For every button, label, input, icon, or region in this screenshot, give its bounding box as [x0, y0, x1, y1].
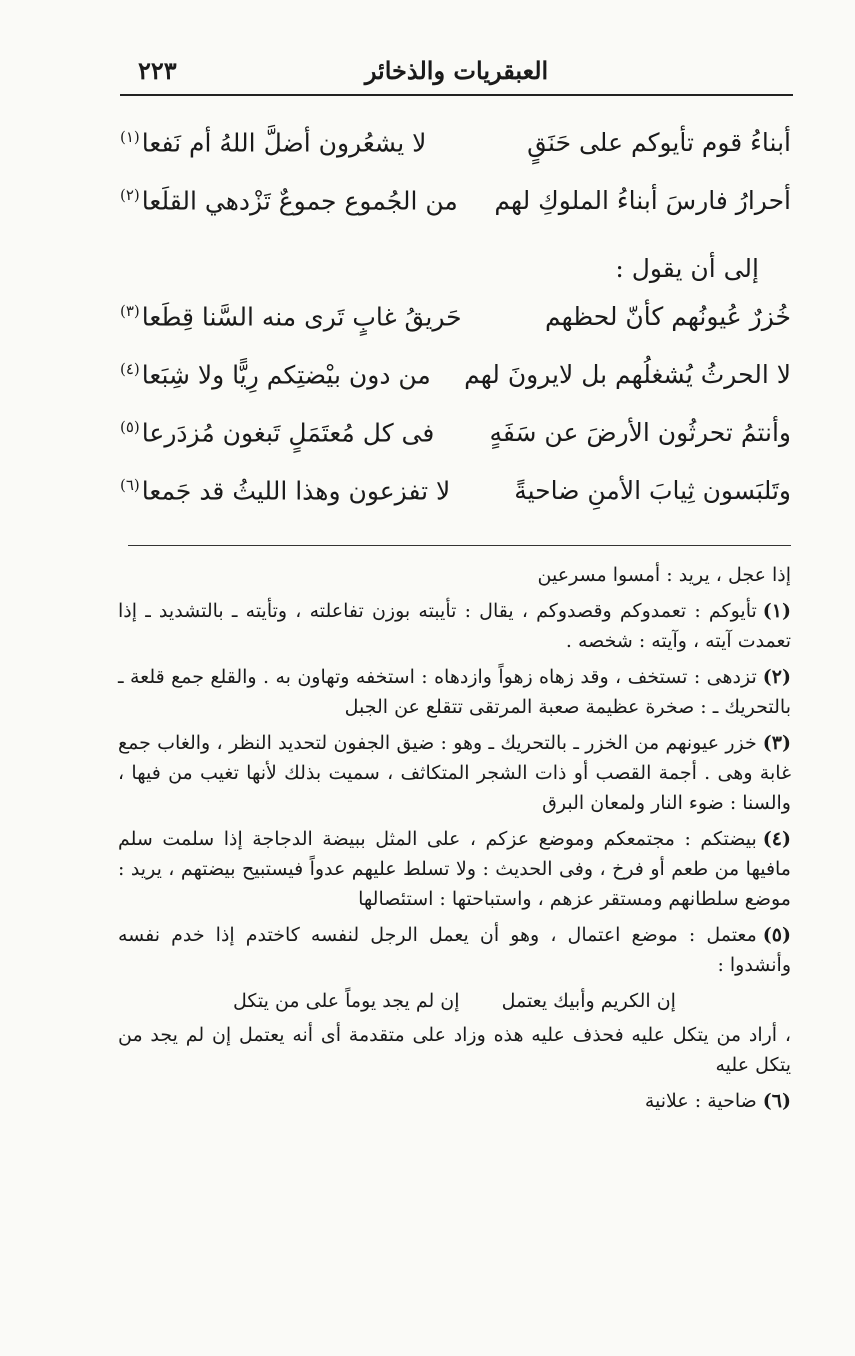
- cited-verse-first: إن الكريم وأبيك يعتمل: [501, 990, 676, 1012]
- verse-first-hemistich: أحرارُ فارسَ أبناءُ الملوكِ لهم: [494, 186, 791, 215]
- footnote-text: تزدهى : تستخف ، وقد زهاه زهواً وازدهاه : استخفه وتهاون به . والقلع جمع قلعة ـ بالتحريك ـ : صخرة عظيمة صعبة المرتقى تتقلع عن الجبل: [118, 666, 791, 718]
- footnote-number: (٦): [762, 1090, 791, 1112]
- footnote-mark: (٢): [120, 186, 140, 204]
- footnote-3: [118, 728, 791, 818]
- footnote-5-continuation: ، أراد من يتكل عليه فحذف عليه هذه وزاد على متقدمة أى أنه يعتمل إن لم يجد من يتكل عليه: [118, 1024, 791, 1076]
- verse-second-hemistich: [120, 302, 462, 331]
- footnote-mark: (٣): [120, 302, 140, 320]
- verse-first-hemistich: لا الحرثُ يُشغلُهم بل لايرونَ لهم: [464, 360, 791, 389]
- verse-second-hemistich: [120, 128, 426, 157]
- running-title: العبقريات والذخائر: [364, 56, 549, 85]
- verse-first-hemistich: وتَلبَسون ثِيابَ الأمنِ ضاحيةً: [514, 476, 791, 505]
- footnote-number: (١): [762, 600, 791, 622]
- hemistich-text: لا يشعُرون أضلَّ اللهُ أم نَفعا: [141, 128, 427, 158]
- footnote-text: بيضتكم : مجتمعكم وموضع عزكم ، على المثل ببيضة الدجاجة إذا سلمت سلم مافيها من طعم أو فرخ ، وفى الحديث : ولا تسلط عليهم عدواً فيستبيح بيضتهم ، يريد : موضع سلطانهم ومستقر عزهم ، واستباحتها : استئصالها: [118, 828, 791, 910]
- verse-first-hemistich: أبناءُ قوم تأيوكم على حَنَقٍ: [527, 128, 791, 157]
- footnote-intro: إذا عجل ، يريد : أمسوا مسرعين: [537, 564, 791, 586]
- footnotes: [118, 560, 791, 1122]
- verse-second-hemistich: [120, 360, 431, 389]
- hemistich-text: حَريقُ غابٍ تَرى منه السَّنا قِطَعا: [141, 302, 462, 332]
- verse-first-hemistich: خُزرٌ عُيونُهم كأنّ لحظهم: [545, 302, 791, 331]
- hemistich-text: من دون بيْضتِكم رِيًّا ولا شِبَعا: [141, 360, 431, 390]
- footnote-4: [118, 824, 791, 914]
- verse-second-hemistich: [120, 186, 458, 215]
- poem-section-2: [120, 302, 791, 534]
- footnote-number: (٢): [762, 666, 791, 688]
- hemistich-text: لا تفزعون وهذا الليثُ قد جَمعا: [141, 476, 451, 506]
- footnote-mark: (٥): [120, 418, 140, 436]
- hemistich-text: من الجُموع جموعٌ تَزْدهي القلَعا: [141, 186, 458, 216]
- footnote-5: [118, 920, 791, 980]
- page-number: ٢٢٣: [138, 56, 177, 85]
- cited-verse: [118, 986, 791, 1016]
- bridge-text: إلى أن يقول :: [615, 254, 759, 283]
- verse-line: [120, 418, 791, 476]
- footnote-text: تأيوكم : تعمدوكم وقصدوكم ، يقال : تأيبته بوزن تفاعلته ، وتأيته ـ بالتشديد ـ إذا تعمدت آيته ، وآيته : شخصه .: [118, 600, 791, 652]
- footnote-2: [118, 662, 791, 722]
- poem-section-1: [120, 128, 791, 244]
- footnote-text: ضاحية : علانية: [644, 1090, 757, 1112]
- footnote-mark: (٤): [120, 360, 140, 378]
- verse-line: [120, 186, 791, 244]
- verse-line: [120, 302, 791, 360]
- footnote-number: (٤): [762, 828, 791, 850]
- verse-line: [120, 360, 791, 418]
- verse-second-hemistich: [120, 418, 434, 447]
- footnote-mark: (١): [120, 128, 140, 146]
- footnote-number: (٣): [762, 732, 791, 754]
- verse-first-hemistich: وأنتمُ تحرثُون الأرضَ عن سَفَهٍ: [489, 418, 791, 447]
- verse-second-hemistich: [120, 476, 450, 505]
- hemistich-text: فى كل مُعتَمَلٍ تَبغون مُزدَرعا: [141, 418, 435, 448]
- page-header: [120, 52, 793, 96]
- footnote-number: (٥): [762, 924, 791, 946]
- footnote-1: [118, 596, 791, 656]
- verse-line: [120, 128, 791, 186]
- cited-verse-second: إن لم يجد يوماً على من يتكل: [233, 990, 460, 1012]
- footnote-divider: [128, 545, 791, 546]
- footnote-text: خزر عيونهم من الخزر ـ بالتحريك ـ وهو : ضيق الجفون لتحديد النظر ، والغاب جمع غابة وهى . أجمة القصب أو ذات الشجر المتكاثف ، سميت بذلك لأنها تغيب من فيها ، والسنا : ضوء النار ولمعان البرق: [118, 732, 791, 814]
- footnote-mark: (٦): [120, 476, 140, 494]
- footnote-text: معتمل : موضع اعتمال ، وهو أن يعمل الرجل لنفسه كاختدم إذا خدم نفسه وأنشدوا :: [118, 924, 791, 976]
- verse-line: [120, 476, 791, 534]
- footnote-6: [118, 1086, 791, 1116]
